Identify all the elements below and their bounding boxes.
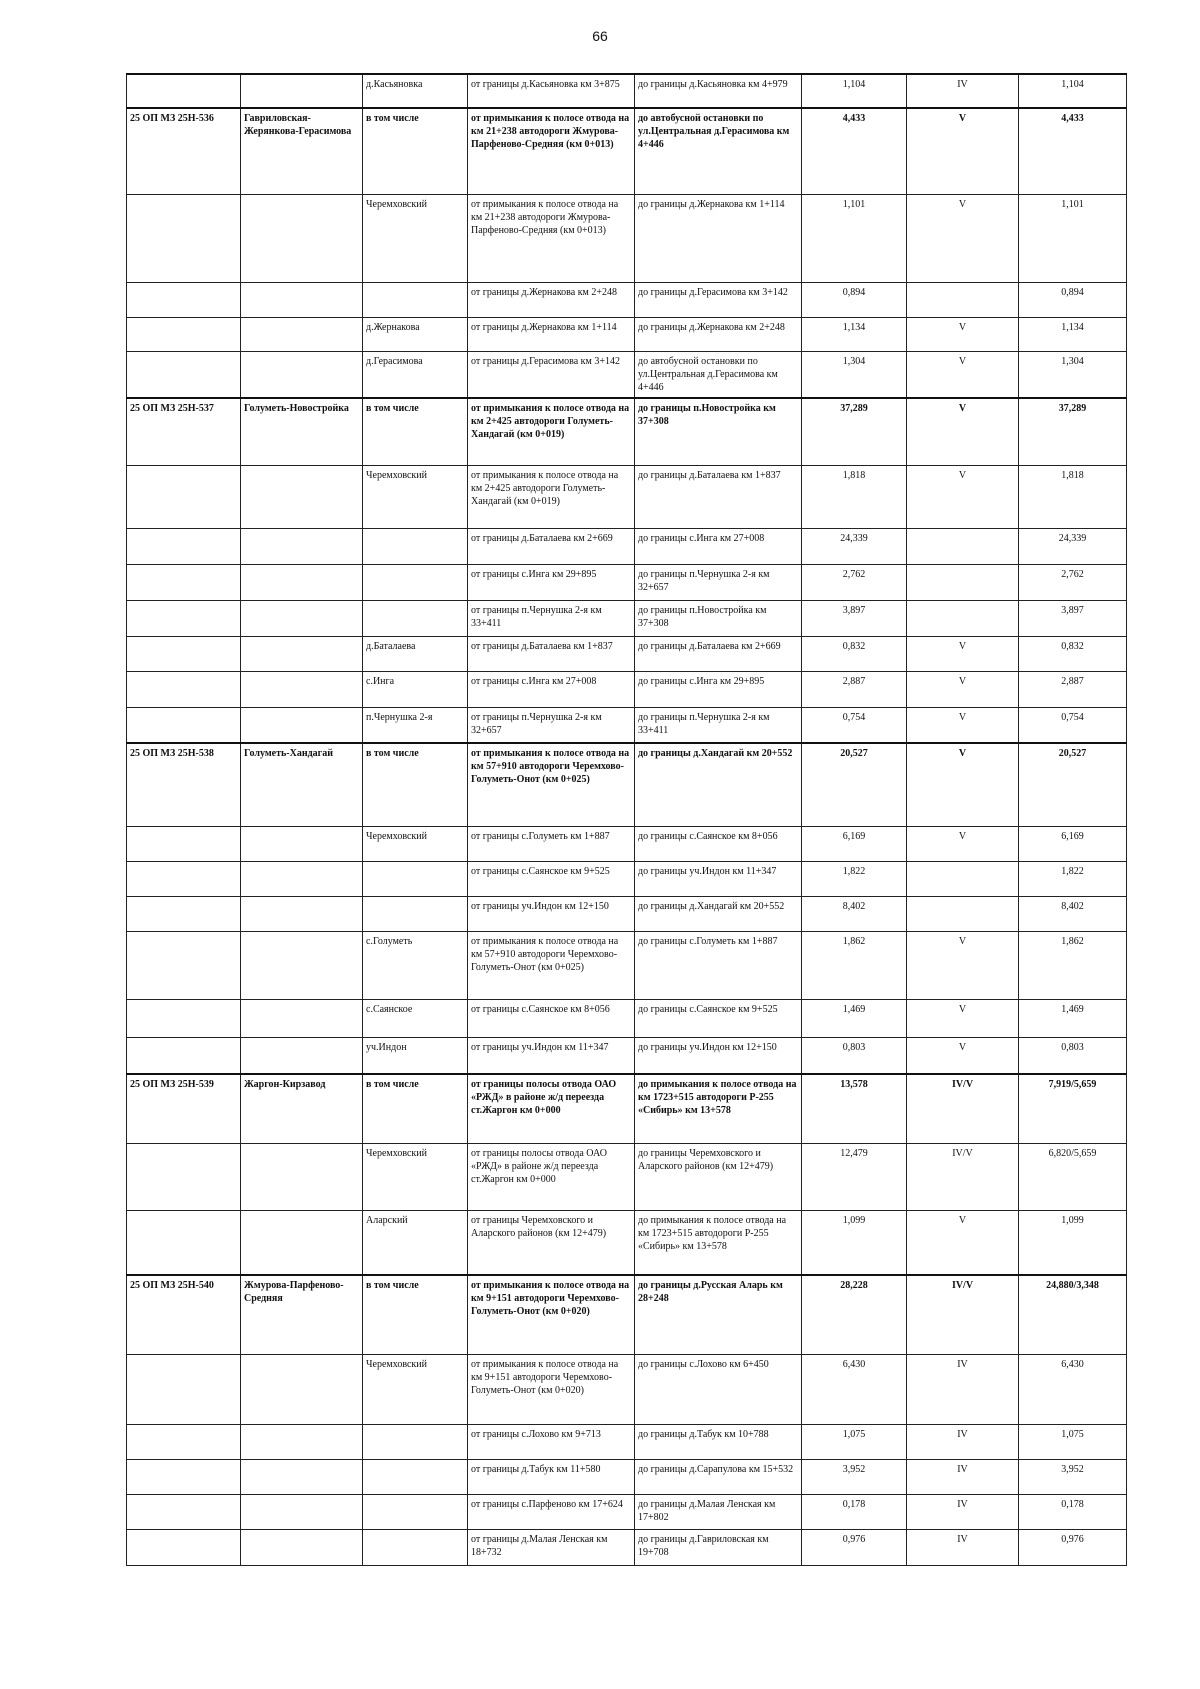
table-row: [127, 194, 1127, 282]
category-length-cell: 1,104: [1019, 74, 1127, 108]
category-cell: [907, 896, 1019, 931]
district-cell: с.Инга: [363, 671, 468, 707]
end-point-cell: до границы с.Саянское км 8+056: [635, 826, 802, 861]
category-cell: IV: [907, 74, 1019, 108]
road-number-cell: [127, 1494, 241, 1529]
table-row: [127, 600, 1127, 636]
district-cell: д.Баталаева: [363, 636, 468, 671]
category-length-cell: 1,822: [1019, 861, 1127, 896]
category-length-cell: 20,527: [1019, 743, 1127, 826]
start-point-cell: от границы д.Баталаева км 1+837: [468, 636, 635, 671]
end-point-cell: до границы п.Чернушка 2-я км 33+411: [635, 707, 802, 743]
length-cell: 2,762: [802, 564, 907, 600]
road-name-cell: [241, 636, 363, 671]
end-point-cell: до примыкания к полосе отвода на км 1723+515 автодороги Р-255 «Сибирь» км 13+578: [635, 1074, 802, 1143]
road-name-cell: [241, 600, 363, 636]
end-point-cell: до границы д.Жернакова км 2+248: [635, 317, 802, 351]
road-number-cell: [127, 1354, 241, 1424]
road-name-cell: Голуметь-Хандагай: [241, 743, 363, 826]
length-cell: 3,952: [802, 1459, 907, 1494]
table-row: [127, 398, 1127, 465]
end-point-cell: до границы Черемховского и Аларского районов (км 12+479): [635, 1143, 802, 1210]
start-point-cell: от границы с.Инга км 29+895: [468, 564, 635, 600]
district-cell: Черемховский: [363, 194, 468, 282]
category-length-cell: 1,469: [1019, 999, 1127, 1037]
length-cell: 6,430: [802, 1354, 907, 1424]
category-cell: IV/V: [907, 1275, 1019, 1354]
road-number-cell: [127, 564, 241, 600]
road-number-cell: [127, 1037, 241, 1074]
district-cell: Черемховский: [363, 826, 468, 861]
end-point-cell: до границы д.Хандагай км 20+552: [635, 743, 802, 826]
table-row: [127, 1354, 1127, 1424]
category-cell: V: [907, 743, 1019, 826]
start-point-cell: от границы с.Саянское км 8+056: [468, 999, 635, 1037]
start-point-cell: от границы д.Касьяновка км 3+875: [468, 74, 635, 108]
category-length-cell: 6,820/5,659: [1019, 1143, 1127, 1210]
road-number-cell: 25 ОП МЗ 25Н-537: [127, 398, 241, 465]
road-number-cell: 25 ОП МЗ 25Н-538: [127, 743, 241, 826]
road-name-cell: [241, 1459, 363, 1494]
start-point-cell: от примыкания к полосе отвода на км 57+910 автодороги Черемхово-Голуметь-Онот (км 0+025): [468, 743, 635, 826]
road-name-cell: [241, 194, 363, 282]
category-cell: V: [907, 999, 1019, 1037]
table-row: [127, 1494, 1127, 1529]
road-number-cell: 25 ОП МЗ 25Н-540: [127, 1275, 241, 1354]
table-row: [127, 1459, 1127, 1494]
category-length-cell: 1,304: [1019, 351, 1127, 398]
end-point-cell: до границы с.Голуметь км 1+887: [635, 931, 802, 999]
length-cell: 0,832: [802, 636, 907, 671]
length-cell: 24,339: [802, 528, 907, 564]
district-cell: [363, 600, 468, 636]
length-cell: 37,289: [802, 398, 907, 465]
road-number-cell: [127, 1459, 241, 1494]
district-cell: [363, 564, 468, 600]
length-cell: 4,433: [802, 108, 907, 194]
category-cell: V: [907, 707, 1019, 743]
category-cell: V: [907, 1210, 1019, 1275]
end-point-cell: до границы д.Гавриловская км 19+708: [635, 1529, 802, 1565]
road-number-cell: [127, 351, 241, 398]
table-row: [127, 896, 1127, 931]
road-number-cell: 25 ОП МЗ 25Н-539: [127, 1074, 241, 1143]
start-point-cell: от границы д.Малая Ленская км 18+732: [468, 1529, 635, 1565]
end-point-cell: до границы д.Табук км 10+788: [635, 1424, 802, 1459]
road-name-cell: [241, 896, 363, 931]
category-cell: V: [907, 317, 1019, 351]
road-number-cell: 25 ОП МЗ 25Н-536: [127, 108, 241, 194]
road-name-cell: [241, 465, 363, 528]
road-name-cell: [241, 931, 363, 999]
road-number-cell: [127, 465, 241, 528]
end-point-cell: до границы п.Чернушка 2-я км 32+657: [635, 564, 802, 600]
category-length-cell: 2,762: [1019, 564, 1127, 600]
road-number-cell: [127, 1143, 241, 1210]
roads-table-body: [127, 74, 1127, 1565]
length-cell: 20,527: [802, 743, 907, 826]
length-cell: 1,304: [802, 351, 907, 398]
start-point-cell: от границы п.Чернушка 2-я км 32+657: [468, 707, 635, 743]
road-name-cell: [241, 282, 363, 317]
end-point-cell: до границы д.Касьяновка км 4+979: [635, 74, 802, 108]
page-number: 66: [592, 28, 608, 44]
length-cell: 12,479: [802, 1143, 907, 1210]
table-row: [127, 282, 1127, 317]
table-row: [127, 564, 1127, 600]
district-cell: п.Чернушка 2-я: [363, 707, 468, 743]
category-cell: V: [907, 351, 1019, 398]
road-name-cell: [241, 1354, 363, 1424]
end-point-cell: до границы с.Инга км 27+008: [635, 528, 802, 564]
start-point-cell: от границы полосы отвода ОАО «РЖД» в районе ж/д переезда ст.Жаргон км 0+000: [468, 1143, 635, 1210]
road-name-cell: [241, 317, 363, 351]
length-cell: 3,897: [802, 600, 907, 636]
road-name-cell: [241, 861, 363, 896]
category-cell: [907, 861, 1019, 896]
end-point-cell: до границы д.Хандагай км 20+552: [635, 896, 802, 931]
category-cell: V: [907, 1037, 1019, 1074]
road-number-cell: [127, 896, 241, 931]
category-cell: IV: [907, 1354, 1019, 1424]
road-number-cell: [127, 317, 241, 351]
road-name-cell: [241, 826, 363, 861]
length-cell: 6,169: [802, 826, 907, 861]
district-cell: [363, 1494, 468, 1529]
length-cell: 28,228: [802, 1275, 907, 1354]
table-row: [127, 74, 1127, 108]
length-cell: 0,178: [802, 1494, 907, 1529]
end-point-cell: до примыкания к полосе отвода на км 1723+515 автодороги Р-255 «Сибирь» км 13+578: [635, 1210, 802, 1275]
road-name-cell: Жаргон-Кирзавод: [241, 1074, 363, 1143]
road-number-cell: [127, 1424, 241, 1459]
category-length-cell: 3,952: [1019, 1459, 1127, 1494]
table-row: [127, 1529, 1127, 1565]
start-point-cell: от границы д.Баталаева км 2+669: [468, 528, 635, 564]
district-cell: в том числе: [363, 1275, 468, 1354]
length-cell: 1,134: [802, 317, 907, 351]
road-name-cell: [241, 1529, 363, 1565]
district-cell: в том числе: [363, 108, 468, 194]
category-length-cell: 37,289: [1019, 398, 1127, 465]
start-point-cell: от границы Черемховского и Аларского районов (км 12+479): [468, 1210, 635, 1275]
district-cell: [363, 282, 468, 317]
district-cell: д.Герасимова: [363, 351, 468, 398]
category-cell: V: [907, 826, 1019, 861]
category-length-cell: 1,818: [1019, 465, 1127, 528]
category-length-cell: 4,433: [1019, 108, 1127, 194]
road-name-cell: [241, 1210, 363, 1275]
end-point-cell: до границы д.Баталаева км 2+669: [635, 636, 802, 671]
district-cell: [363, 1529, 468, 1565]
table-row: [127, 1074, 1127, 1143]
road-number-cell: [127, 74, 241, 108]
district-cell: в том числе: [363, 1074, 468, 1143]
table-row: [127, 108, 1127, 194]
table-row: [127, 1424, 1127, 1459]
start-point-cell: от границы д.Жернакова км 1+114: [468, 317, 635, 351]
road-name-cell: [241, 1143, 363, 1210]
table-row: [127, 317, 1127, 351]
end-point-cell: до границы уч.Индон км 11+347: [635, 861, 802, 896]
category-cell: [907, 600, 1019, 636]
start-point-cell: от границы д.Табук км 11+580: [468, 1459, 635, 1494]
category-cell: IV: [907, 1459, 1019, 1494]
road-name-cell: [241, 564, 363, 600]
category-length-cell: 1,075: [1019, 1424, 1127, 1459]
length-cell: 1,822: [802, 861, 907, 896]
road-number-cell: [127, 826, 241, 861]
start-point-cell: от границы с.Инга км 27+008: [468, 671, 635, 707]
length-cell: 0,894: [802, 282, 907, 317]
category-length-cell: 6,430: [1019, 1354, 1127, 1424]
end-point-cell: до границы с.Лохово км 6+450: [635, 1354, 802, 1424]
length-cell: 0,754: [802, 707, 907, 743]
start-point-cell: от примыкания к полосе отвода на км 2+425 автодороги Голуметь-Хандагай (км 0+019): [468, 398, 635, 465]
start-point-cell: от примыкания к полосе отвода на км 57+910 автодороги Черемхово-Голуметь-Онот (км 0+025): [468, 931, 635, 999]
road-name-cell: [241, 1424, 363, 1459]
road-number-cell: [127, 528, 241, 564]
category-cell: V: [907, 108, 1019, 194]
length-cell: 13,578: [802, 1074, 907, 1143]
end-point-cell: до границы д.Баталаева км 1+837: [635, 465, 802, 528]
district-cell: д.Жернакова: [363, 317, 468, 351]
length-cell: 0,976: [802, 1529, 907, 1565]
road-number-cell: [127, 636, 241, 671]
road-name-cell: [241, 999, 363, 1037]
end-point-cell: до границы д.Русская Аларь км 28+248: [635, 1275, 802, 1354]
end-point-cell: до границы п.Новостройка км 37+308: [635, 600, 802, 636]
category-cell: [907, 564, 1019, 600]
start-point-cell: от границы д.Герасимова км 3+142: [468, 351, 635, 398]
district-cell: Черемховский: [363, 1143, 468, 1210]
district-cell: уч.Индон: [363, 1037, 468, 1074]
road-number-cell: [127, 861, 241, 896]
table-row: [127, 1037, 1127, 1074]
end-point-cell: до автобусной остановки по ул.Центральная д.Герасимова км 4+446: [635, 351, 802, 398]
district-cell: Черемховский: [363, 465, 468, 528]
table-row: [127, 636, 1127, 671]
category-cell: V: [907, 194, 1019, 282]
district-cell: [363, 1424, 468, 1459]
end-point-cell: до границы д.Герасимова км 3+142: [635, 282, 802, 317]
district-cell: в том числе: [363, 398, 468, 465]
district-cell: Аларский: [363, 1210, 468, 1275]
table-row: [127, 707, 1127, 743]
road-name-cell: Гавриловская-Жерянкова-Герасимова: [241, 108, 363, 194]
table-row: [127, 1275, 1127, 1354]
start-point-cell: от примыкания к полосе отвода на км 21+238 автодороги Жмурова-Парфеново-Средняя (км 0+013): [468, 108, 635, 194]
start-point-cell: от границы с.Голуметь км 1+887: [468, 826, 635, 861]
category-length-cell: 0,178: [1019, 1494, 1127, 1529]
road-name-cell: [241, 1494, 363, 1529]
road-name-cell: Жмурова-Парфеново-Средняя: [241, 1275, 363, 1354]
road-name-cell: [241, 528, 363, 564]
table-row: [127, 1143, 1127, 1210]
category-length-cell: 8,402: [1019, 896, 1127, 931]
end-point-cell: до границы д.Сарапулова км 15+532: [635, 1459, 802, 1494]
district-cell: с.Голуметь: [363, 931, 468, 999]
road-number-cell: [127, 671, 241, 707]
road-number-cell: [127, 1529, 241, 1565]
length-cell: 1,818: [802, 465, 907, 528]
road-number-cell: [127, 707, 241, 743]
category-cell: IV: [907, 1494, 1019, 1529]
category-length-cell: 1,862: [1019, 931, 1127, 999]
length-cell: 0,803: [802, 1037, 907, 1074]
road-name-cell: [241, 707, 363, 743]
start-point-cell: от примыкания к полосе отвода на км 21+238 автодороги Жмурова-Парфеново-Средняя (км 0+013): [468, 194, 635, 282]
district-cell: [363, 861, 468, 896]
table-row: [127, 826, 1127, 861]
category-length-cell: 7,919/5,659: [1019, 1074, 1127, 1143]
roads-table: [126, 73, 1127, 1566]
end-point-cell: до границы с.Саянское км 9+525: [635, 999, 802, 1037]
category-cell: [907, 282, 1019, 317]
road-number-cell: [127, 1210, 241, 1275]
end-point-cell: до автобусной остановки по ул.Центральная д.Герасимова км 4+446: [635, 108, 802, 194]
road-name-cell: [241, 1037, 363, 1074]
end-point-cell: до границы с.Инга км 29+895: [635, 671, 802, 707]
start-point-cell: от границы уч.Индон км 11+347: [468, 1037, 635, 1074]
category-cell: V: [907, 398, 1019, 465]
district-cell: [363, 528, 468, 564]
start-point-cell: от границы полосы отвода ОАО «РЖД» в районе ж/д переезда ст.Жаргон км 0+000: [468, 1074, 635, 1143]
table-row: [127, 351, 1127, 398]
table-row: [127, 999, 1127, 1037]
category-length-cell: 1,134: [1019, 317, 1127, 351]
category-cell: V: [907, 931, 1019, 999]
length-cell: 1,469: [802, 999, 907, 1037]
road-number-cell: [127, 194, 241, 282]
district-cell: Черемховский: [363, 1354, 468, 1424]
table-row: [127, 743, 1127, 826]
category-cell: V: [907, 465, 1019, 528]
length-cell: 2,887: [802, 671, 907, 707]
category-cell: IV: [907, 1529, 1019, 1565]
start-point-cell: от границы уч.Индон км 12+150: [468, 896, 635, 931]
category-length-cell: 24,880/3,348: [1019, 1275, 1127, 1354]
category-length-cell: 0,754: [1019, 707, 1127, 743]
start-point-cell: от границы с.Лохово км 9+713: [468, 1424, 635, 1459]
length-cell: 1,075: [802, 1424, 907, 1459]
category-length-cell: 0,976: [1019, 1529, 1127, 1565]
start-point-cell: от примыкания к полосе отвода на км 9+151 автодороги Черемхово-Голуметь-Онот (км 0+020): [468, 1354, 635, 1424]
category-length-cell: 0,894: [1019, 282, 1127, 317]
length-cell: 1,099: [802, 1210, 907, 1275]
end-point-cell: до границы д.Жернакова км 1+114: [635, 194, 802, 282]
district-cell: [363, 896, 468, 931]
category-length-cell: 6,169: [1019, 826, 1127, 861]
category-length-cell: 2,887: [1019, 671, 1127, 707]
end-point-cell: до границы д.Малая Ленская км 17+802: [635, 1494, 802, 1529]
district-cell: [363, 1459, 468, 1494]
table-row: [127, 1210, 1127, 1275]
start-point-cell: от границы с.Саянское км 9+525: [468, 861, 635, 896]
category-length-cell: 3,897: [1019, 600, 1127, 636]
length-cell: 8,402: [802, 896, 907, 931]
category-length-cell: 24,339: [1019, 528, 1127, 564]
start-point-cell: от примыкания к полосе отвода на км 2+425 автодороги Голуметь-Хандагай (км 0+019): [468, 465, 635, 528]
table-row: [127, 931, 1127, 999]
district-cell: в том числе: [363, 743, 468, 826]
category-cell: IV/V: [907, 1074, 1019, 1143]
start-point-cell: от границы п.Чернушка 2-я км 33+411: [468, 600, 635, 636]
start-point-cell: от примыкания к полосе отвода на км 9+151 автодороги Черемхово-Голуметь-Онот (км 0+020): [468, 1275, 635, 1354]
road-number-cell: [127, 999, 241, 1037]
length-cell: 1,862: [802, 931, 907, 999]
road-name-cell: Голуметь-Новостройка: [241, 398, 363, 465]
category-length-cell: 1,101: [1019, 194, 1127, 282]
table-row: [127, 528, 1127, 564]
category-length-cell: 0,832: [1019, 636, 1127, 671]
table-row: [127, 861, 1127, 896]
length-cell: 1,104: [802, 74, 907, 108]
category-cell: IV: [907, 1424, 1019, 1459]
table-row: [127, 671, 1127, 707]
district-cell: с.Саянское: [363, 999, 468, 1037]
start-point-cell: от границы с.Парфеново км 17+624: [468, 1494, 635, 1529]
category-length-cell: 0,803: [1019, 1037, 1127, 1074]
category-cell: V: [907, 636, 1019, 671]
end-point-cell: до границы п.Новостройка км 37+308: [635, 398, 802, 465]
road-name-cell: [241, 671, 363, 707]
length-cell: 1,101: [802, 194, 907, 282]
category-cell: IV/V: [907, 1143, 1019, 1210]
table-row: [127, 465, 1127, 528]
end-point-cell: до границы уч.Индон км 12+150: [635, 1037, 802, 1074]
road-name-cell: [241, 351, 363, 398]
category-cell: V: [907, 671, 1019, 707]
road-number-cell: [127, 600, 241, 636]
category-cell: [907, 528, 1019, 564]
road-number-cell: [127, 282, 241, 317]
start-point-cell: от границы д.Жернакова км 2+248: [468, 282, 635, 317]
category-length-cell: 1,099: [1019, 1210, 1127, 1275]
road-name-cell: [241, 74, 363, 108]
road-number-cell: [127, 931, 241, 999]
district-cell: д.Касьяновка: [363, 74, 468, 108]
